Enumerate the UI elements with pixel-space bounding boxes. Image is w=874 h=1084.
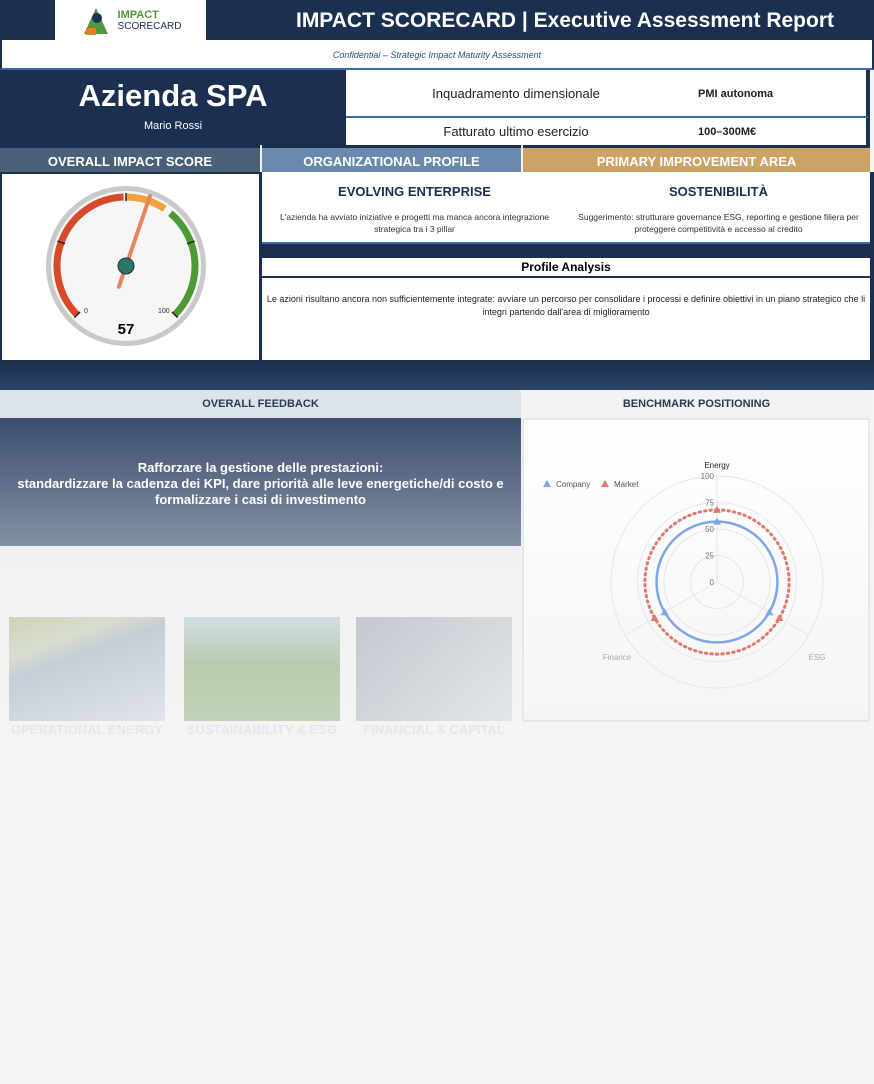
benchmark-header: BENCHMARK POSITIONING	[523, 390, 870, 418]
improvement-panel	[567, 172, 870, 242]
logo-text-1: IMPACT	[117, 8, 159, 21]
section-improvement-header: PRIMARY IMPROVEMENT AREA	[523, 145, 870, 172]
radar-tick-label: 50	[705, 525, 714, 534]
gauge	[2, 174, 259, 360]
radar-axis-label: Finance	[602, 653, 632, 662]
confidential-subtitle: Confidential – Strategic Impact Maturity Assessment	[0, 40, 874, 70]
radar-tick-label: 25	[705, 551, 714, 561]
improvement-title: SOSTENIBILITÀ	[669, 184, 768, 199]
company-panel	[0, 70, 346, 145]
legend-market-icon	[601, 480, 609, 487]
improvement-text: Suggerimento: strutturare governance ESG, reporting e gestione filiera per proteggere competitività e accesso al credito	[578, 212, 859, 234]
esg-card-image[interactable]	[184, 617, 340, 721]
logo	[55, 0, 206, 41]
radar-axis-label: Energy	[704, 461, 730, 470]
info-row-size	[346, 70, 870, 118]
section-score-header: OVERALL IMPACT SCORE	[0, 145, 260, 172]
feedback-panel	[0, 418, 521, 546]
profile-panel	[262, 172, 567, 242]
gauge-min-label: 0	[84, 308, 88, 315]
radar-axis	[717, 582, 809, 635]
feedback-line2: standardizzare la cadenza dei KPI, dare priorità alle leve energetiche/di costo e formalizzare i casi di investimento	[17, 476, 504, 507]
band	[0, 362, 874, 390]
divider	[262, 242, 870, 244]
radar-axis-label: ESG	[808, 653, 826, 662]
radar-axis	[625, 582, 717, 635]
page-title: IMPACT SCORECARD | Executive Assessment Report	[295, 9, 834, 32]
radar-tick-label: 75	[705, 498, 714, 508]
energy-card-image[interactable]	[9, 617, 165, 721]
logo-icon	[80, 4, 114, 38]
analysis-text: Le azioni risultano ancora non sufficientemente integrate: avviare un percorso per consolidare i processi e definire obiettivi in un piano strategico che li integri partendo dall'area di miglioramento	[262, 278, 870, 360]
info-row-revenue	[346, 118, 870, 145]
info-label: Inquadramento dimensionale	[432, 86, 600, 101]
radar-chart	[524, 420, 868, 720]
page-background	[0, 740, 874, 1084]
gauge-max-label: 100	[158, 308, 170, 315]
analysis-title: Profile Analysis	[262, 258, 870, 276]
logo-text-2: SCORECARD	[117, 20, 182, 32]
profile-title: EVOLVING ENTERPRISE	[338, 184, 491, 199]
legend-company: Company	[556, 480, 591, 489]
finance-card-image[interactable]	[356, 617, 512, 721]
info-label: Fatturato ultimo esercizio	[443, 124, 589, 139]
info-value: 100–300M€	[698, 126, 757, 138]
info-value: PMI autonoma	[698, 88, 774, 100]
feedback-line1: Rafforzare la gestione delle prestazioni:	[137, 460, 384, 475]
radar-tick-label: 0	[709, 578, 714, 587]
gauge-panel	[2, 174, 259, 360]
company-name: Azienda SPA	[78, 78, 268, 113]
section-profile-header: ORGANIZATIONAL PROFILE	[262, 145, 521, 172]
profile-text: L'azienda ha avviato iniziative e progetti ma manca ancora integrazione strategica tra i 3 pillar	[279, 212, 550, 234]
legend-market: Market	[614, 480, 639, 489]
benchmark-panel	[522, 418, 870, 722]
gauge-hub	[118, 258, 134, 274]
feedback-header: OVERALL FEEDBACK	[0, 390, 521, 418]
radar-point	[775, 614, 783, 621]
radar-tick-label: 100	[700, 472, 714, 481]
radar-point	[651, 614, 659, 621]
person-name: Mario Rossi	[143, 120, 203, 132]
card-label: FINANCIAL & CAPITAL	[363, 722, 505, 737]
card-label: SUSTAINABILITY & ESG	[186, 722, 338, 737]
gauge-value: 57	[117, 321, 135, 338]
legend-company-icon	[543, 480, 551, 487]
card-label: OPERATIONAL ENERGY	[11, 722, 163, 737]
